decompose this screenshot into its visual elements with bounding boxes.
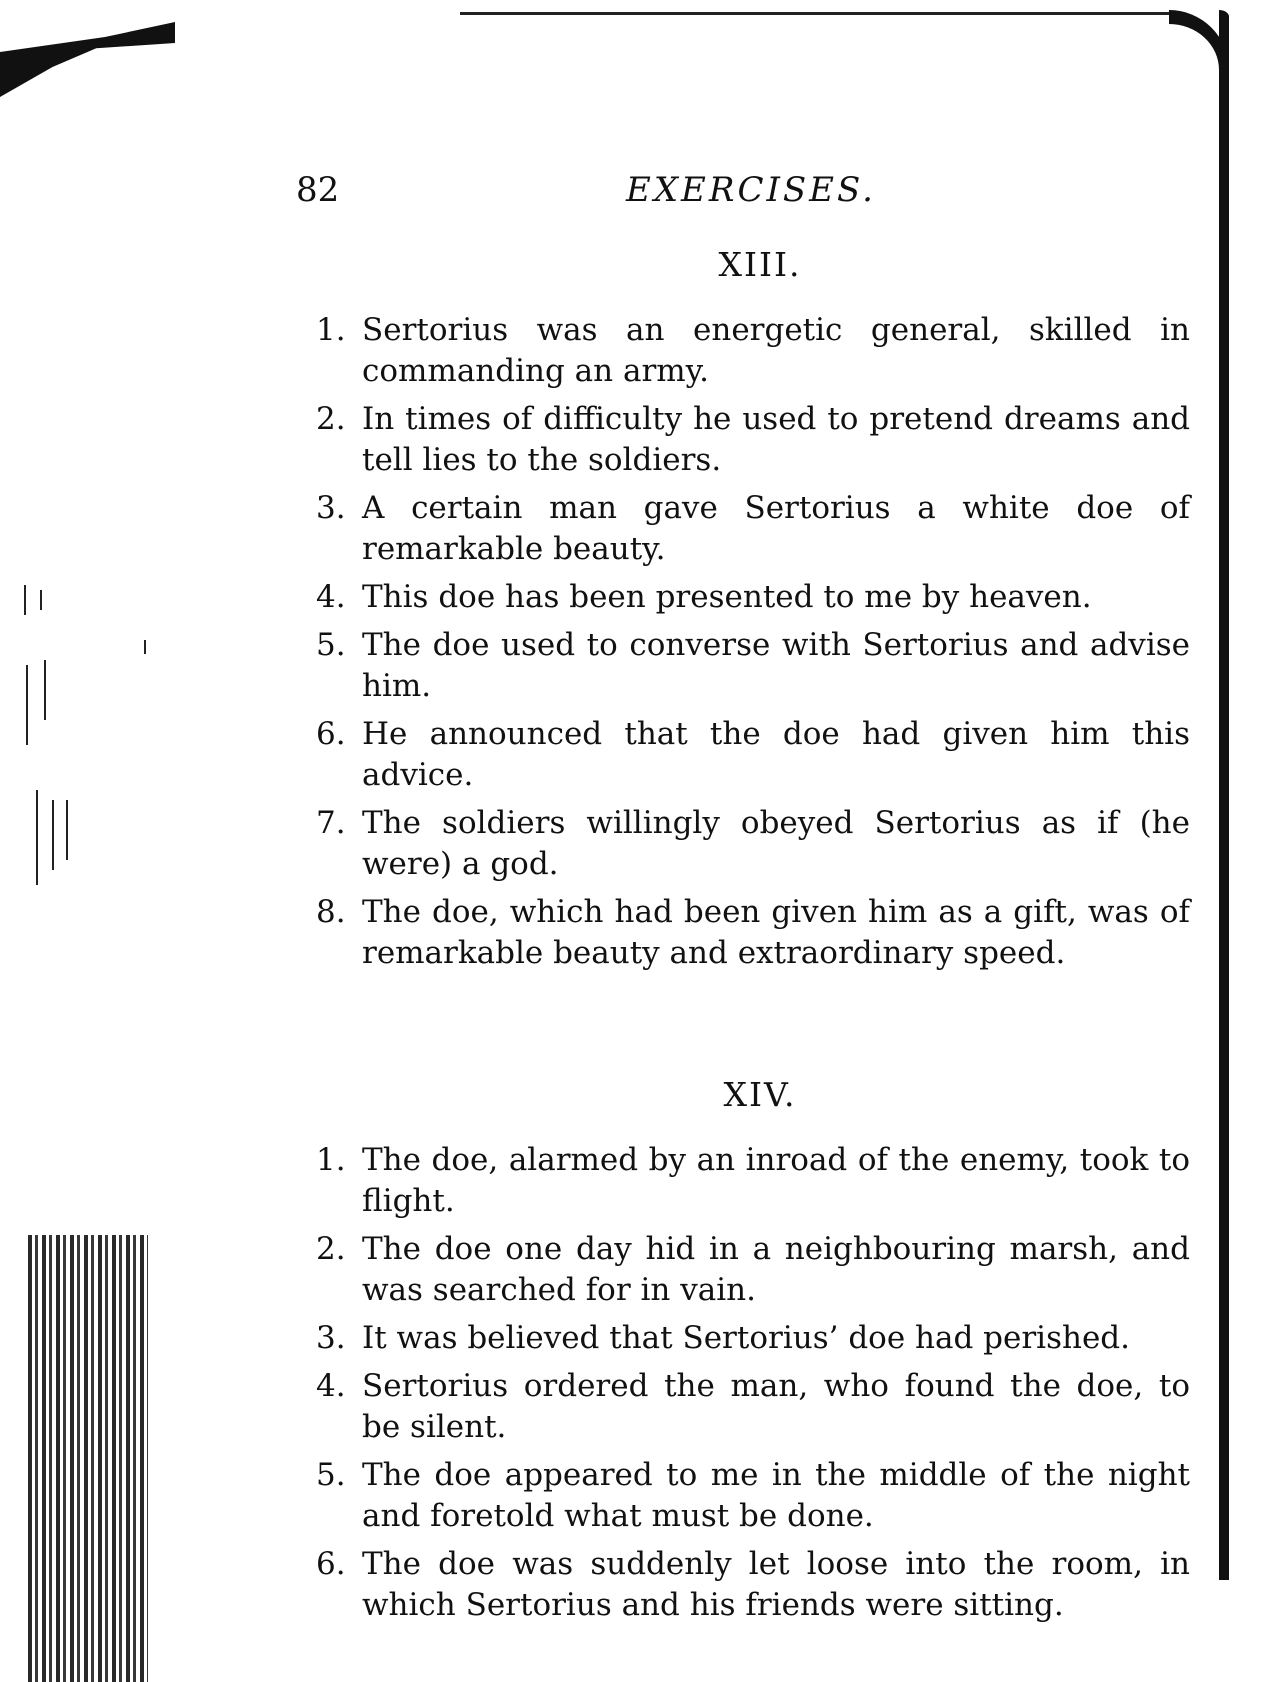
exercise-item [270, 577, 1190, 618]
scan-speck [36, 790, 38, 885]
item-number: 4. [316, 579, 346, 615]
item-text: The doe appeared to me in the middle of the night and foretold what must be done. [362, 1457, 1190, 1534]
exercise-item [270, 1140, 1190, 1222]
exercise-list [270, 1140, 1190, 1626]
section-heading: XIII. [718, 245, 802, 284]
exercise-item [270, 1318, 1190, 1359]
scan-shadow-corner [0, 22, 175, 97]
page-header [296, 170, 1176, 218]
item-number: 6. [316, 1546, 346, 1582]
item-text: It was believed that Sertorius’ doe had perished. [362, 1320, 1131, 1356]
exercise-item [270, 625, 1190, 707]
item-text: He announced that the doe had given him this advice. [362, 716, 1190, 793]
item-text: Sertorius ordered the man, who found the doe, to be silent. [362, 1368, 1190, 1445]
exercise-item [270, 488, 1190, 570]
item-number: 8. [316, 894, 346, 930]
exercise-item [270, 714, 1190, 796]
item-number: 5. [316, 627, 346, 663]
exercise-section-xiv [270, 1075, 1190, 1633]
page-number: 82 [296, 170, 340, 210]
scan-speck [24, 585, 26, 615]
scan-right-edge [1219, 10, 1229, 1580]
item-number: 3. [316, 490, 346, 526]
item-number: 5. [316, 1457, 346, 1493]
item-number: 1. [316, 312, 346, 348]
item-text: In times of difficulty he used to pretend dreams and tell lies to the soldiers. [362, 401, 1190, 478]
scan-speck [52, 800, 54, 870]
scan-speck [40, 590, 42, 610]
exercise-list [270, 310, 1190, 974]
scan-top-edge [460, 12, 1180, 15]
item-text: This doe has been presented to me by heaven. [362, 579, 1092, 615]
item-number: 7. [316, 805, 346, 841]
item-number: 3. [316, 1320, 346, 1356]
exercise-item [270, 1366, 1190, 1448]
exercise-item [270, 1455, 1190, 1537]
item-text: The soldiers willingly obeyed Sertorius as if (he were) a god. [362, 805, 1190, 882]
exercise-item [270, 892, 1190, 974]
item-text: The doe was suddenly let loose into the room, in which Sertorius and his friends were sitting. [362, 1546, 1190, 1623]
exercise-item [270, 1544, 1190, 1626]
item-number: 2. [316, 401, 346, 437]
exercise-section-xiii [270, 245, 1190, 981]
item-text: A certain man gave Sertorius a white doe of remarkable beauty. [362, 490, 1190, 567]
exercise-item [270, 310, 1190, 392]
scan-speck [66, 800, 68, 860]
scan-speck [26, 665, 28, 745]
item-number: 6. [316, 716, 346, 752]
scan-speck [44, 660, 46, 720]
item-number: 4. [316, 1368, 346, 1404]
item-text: Sertorius was an energetic general, skilled in commanding an army. [362, 312, 1190, 389]
item-number: 1. [316, 1142, 346, 1178]
exercise-item [270, 399, 1190, 481]
running-title: EXERCISES. [626, 170, 876, 210]
item-number: 2. [316, 1231, 346, 1267]
exercise-item [270, 803, 1190, 885]
scan-binding-stripes [28, 1235, 148, 1682]
item-text: The doe, alarmed by an inroad of the enemy, took to flight. [362, 1142, 1190, 1219]
item-text: The doe used to converse with Sertorius and advise him. [362, 627, 1190, 704]
exercise-item [270, 1229, 1190, 1311]
scan-speck [144, 640, 146, 654]
item-text: The doe, which had been given him as a gift, was of remarkable beauty and extraordinary speed. [362, 894, 1190, 971]
item-text: The doe one day hid in a neighbouring marsh, and was searched for in vain. [362, 1231, 1190, 1308]
section-heading: XIV. [723, 1075, 797, 1114]
